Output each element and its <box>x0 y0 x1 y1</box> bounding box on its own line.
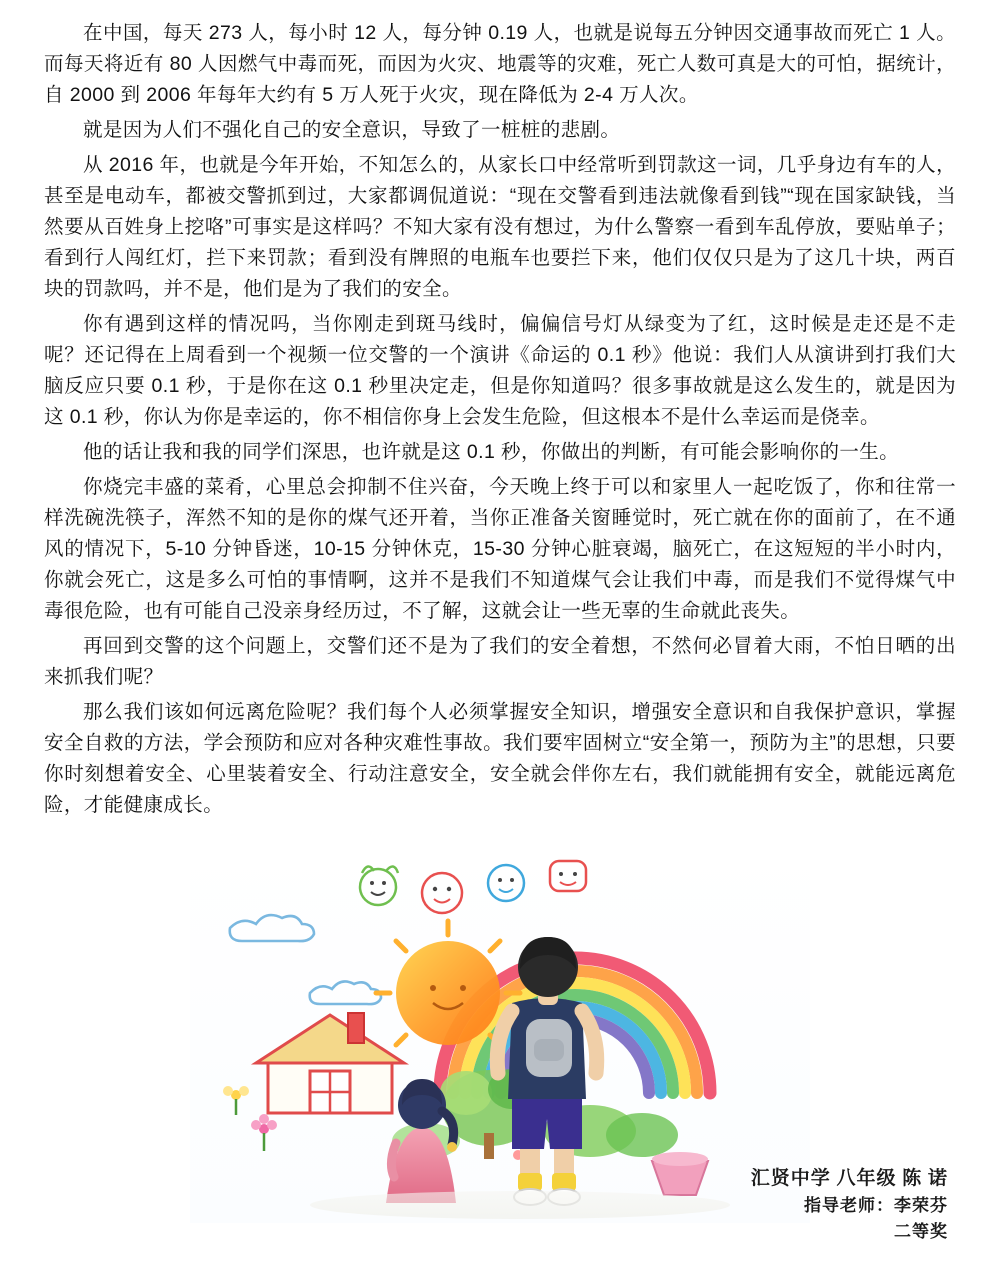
paragraph: 再回到交警的这个问题上，交警们还不是为了我们的安全着想，不然何必冒着大雨，不怕日晒的出来抓我们呢？ <box>44 635 956 688</box>
paragraph: 就是因为人们不强化自己的安全意识，导致了一桩桩的悲剧。 <box>83 119 621 141</box>
illustration-svg <box>190 843 810 1223</box>
paragraph: 在中国，每天 273 人，每小时 12 人，每分钟 0.19 人，也就是说每五分钟因交通事故而死亡 1 人。而每天将近有 80 人因燃气中毒而死，而因为火灾、地震等的灾难，死亡人数可真是大的可怕，据统计，自 2000 到 2006 年每年大约有 5 万人死于火灾，现在降低为 2-4 万人次。 <box>44 22 956 106</box>
crayon-illustration <box>190 843 810 1223</box>
signature-award: 二等奖 <box>894 1222 948 1241</box>
signature-teacher: 指导老师：李荣芬 <box>804 1196 948 1215</box>
paragraph: 从 2016 年，也就是今年开始，不知怎么的，从家长口中经常听到罚款这一词，几乎身边有车的人，甚至是电动车，都被交警抓到过，大家都调侃道说：“现在交警看到违法就像看到钱”“现在国家缺钱，当然要从百姓身上挖咯”可事实是这样吗？不知大家有没有想过，为什么警察一看到车乱停放，要贴单子；看到行人闯红灯，拦下来罚款；看到没有牌照的电瓶车也要拦下来，他们仅仅只是为了这几十块，两百块的罚款吗，并不是，他们是为了我们的安全。 <box>44 154 956 300</box>
paragraph: 那么我们该如何远离危险呢？我们每个人必须掌握安全知识，增强安全意识和自我保护意识，掌握安全自救的方法，学会预防和应对各种灾难性事故。我们要牢固树立“安全第一，预防为主”的思想，只要你时刻想着安全、心里装着安全、行动注意安全，安全就会伴你左右，我们就能拥有安全，就能远离危险，才能健康成长。 <box>44 701 956 816</box>
paragraph: 你有遇到这样的情况吗，当你刚走到斑马线时，偏偏信号灯从绿变为了红，这时候是走还是不走呢？还记得在上周看到一个视频一位交警的一个演讲《命运的 0.1 秒》他说：我们人从演讲到打我们大脑反应只要 0.1 秒，于是你在这 0.1 秒里决定走，但是你知道吗？很多事故就是这么发生的，就是因为这 0.1 秒，你认为你是幸运的，你不相信你身上会发生危险，但这根本不是什么幸运而是侥幸。 <box>44 313 956 428</box>
paragraph: 他的话让我和我的同学们深思，也许就是这 0.1 秒，你做出的判断，有可能会影响你的一生。 <box>83 441 900 463</box>
signature-block <box>751 1165 948 1245</box>
paragraph: 你烧完丰盛的菜肴，心里总会抑制不住兴奋，今天晚上终于可以和家里人一起吃饭了，你和往常一样洗碗洗筷子，浑然不知的是你的煤气还开着，当你正准备关窗睡觉时，死亡就在你的面前了，在不通风的情况下，5-10 分钟昏迷，10-15 分钟休克，15-30 分钟心脏衰竭，脑死亡，在这短短的半小时内，你就会死亡，这是多么可怕的事情啊，这并不是我们不知道煤气会让我们中毒，而是我们不觉得煤气中毒很危险，也有可能自己没亲身经历过，不了解，这就会让一些无辜的生命就此丧失。 <box>44 476 956 622</box>
signature-school-class-author: 汇贤中学 八年级 陈 诺 <box>750 1168 948 1189</box>
